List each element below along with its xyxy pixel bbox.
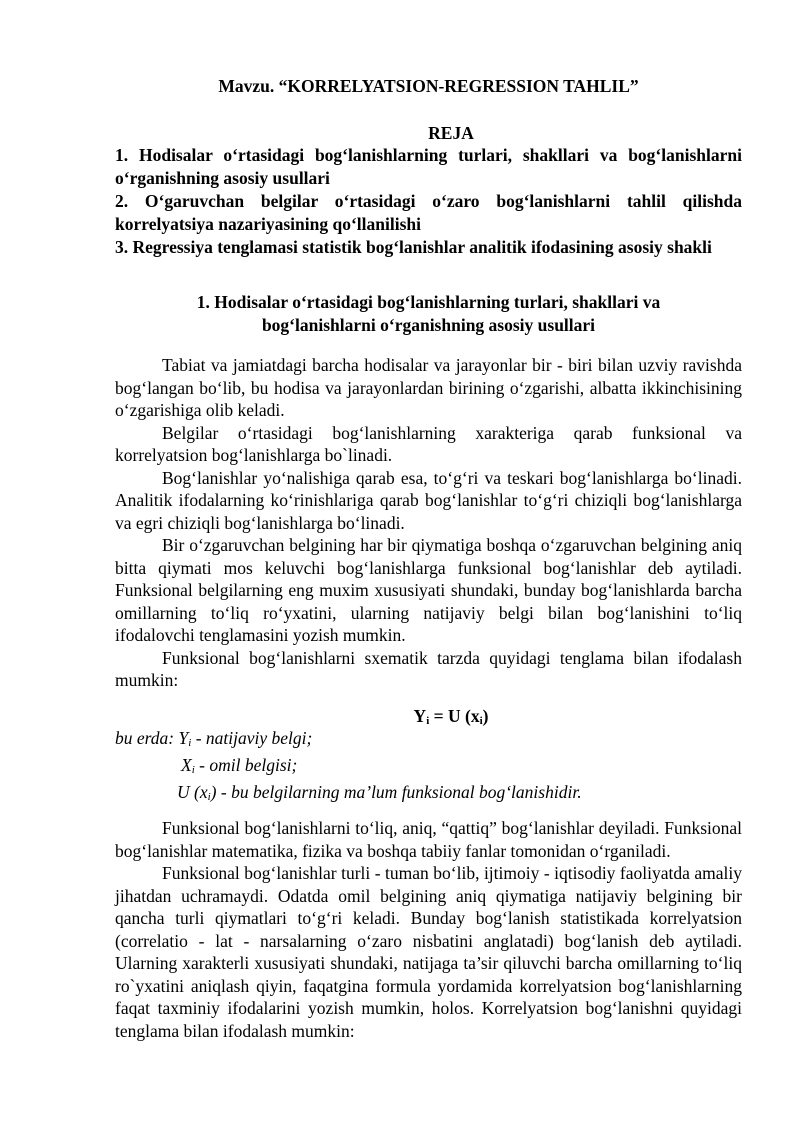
definition-line: U $(x_i)$ - bu belgilarning ma’lum funksional bog‘lanishidir.	[177, 782, 582, 803]
section-heading-line: bog‘lanishlarni o‘rganishning asosiy usullari	[261, 315, 596, 335]
formula-y-subscript: i	[426, 715, 430, 727]
paragraph: Funksional bog‘lanishlar turli - tuman bo‘lib, ijtimoiy - iqtisodiy faoliyatda amaliy jihatdan uchramaydi. Odatda omil belgining aniq qiymatiga natijaviy belgining bir qancha turli qiymatlari to‘g‘ri keladi. Bunday bog‘lanish statistikada korrelyatsion (correlatio - lat - narsalarning o‘zaro nisbatini anglatadi) bog‘lanish deb aytiladi. Ularning xarakterli xususiyati shundaki, natijaga ta’sir qiluvchi barcha omillarning to‘liq ro`yxatini aniqlash qiyin, faqatgina formula yordamida korrelyatsion bog‘lanishlarning faqat taxminiy ifodalarini yozish mumkin, holos. Korrelyatsion bog‘lanishni quyidagi tenglama bilan ifodalash mumkin:	[115, 863, 742, 1041]
formula-equals: = U (x	[429, 706, 480, 726]
plan-item: 2. O‘garuvchan belgilar o‘rtasidagi o‘zaro bog‘lanishlarni tahlil qilishda korrelyatsiya nazariyasining qo‘llanilishi	[115, 191, 742, 234]
paragraph: Bog‘lanishlar yo‘nalishiga qarab esa, to‘g‘ri va teskari bog‘lanishlarga bo‘linadi. Analitik ifodalarning ko‘rinishlariga qarab bog‘lanishlar to‘g‘ri chiziqli bog‘lanishlarga va egri chiziqli bog‘lanishlarga bo‘linadi.	[115, 467, 742, 533]
formula-definitions	[115, 727, 742, 808]
plan-item: 1. Hodisalar o‘rtasidagi bog‘lanishlarning turlari, shakllari va bog‘lanishlarni o‘rganishning asosiy usullari	[115, 145, 742, 188]
document-title: Mavzu. “KORRELYATSION-REGRESSION TAHLIL”	[218, 76, 639, 96]
paragraph: Tabiat va jamiatdagi barcha hodisalar va jarayonlar bir - biri bilan uzviy ravishda bog‘langan bo‘lib, bu hodisa va jarayonlardan birining o‘zgarishi, albatta ikkinchisining o‘zgarishiga olib keladi.	[115, 355, 742, 420]
plan-heading: REJA	[428, 123, 474, 143]
section-heading-line: 1. Hodisalar o‘rtasidagi bog‘lanishlarning turlari, shakllari va	[196, 292, 661, 312]
formula-y: Y	[413, 706, 427, 726]
plan-item: 3. Regressiya tenglamasi statistik bog‘lanishlar analitik ifodasining asosiy shakli	[115, 237, 712, 257]
paragraph: Bir o‘zgaruvchan belgining har bir qiymatiga boshqa o‘zgaruvchan belgining aniq bitta qiymati mos keluvchi bog‘lanishlarga funksional bog‘lanishlar deb aytiladi. Funksional belgilarning eng muxim xususiyati shundaki, bunday bog‘lanishlarda barcha omillarning to‘liq ro‘yxatini, ularning natijaviy belgi bilan bog‘lanishini to‘liq ifodalovchi tenglamasini yozish mumkin.	[115, 535, 742, 645]
paragraph: Funksional bog‘lanishlarni sxematik tarzda quyidagi tenglama bilan ifodalash mumkin:	[115, 647, 742, 690]
definition-line: bu erda: $Y_i$ - natijaviy belgi;	[115, 728, 313, 749]
plan-list	[115, 144, 742, 259]
definition-line: $X_i$ - omil belgisi;	[181, 755, 298, 776]
section-heading	[115, 291, 742, 337]
formula-close: )	[482, 706, 489, 726]
body-text-1	[115, 354, 742, 692]
formula-x-subscript: i	[479, 715, 483, 727]
paragraph: Funksional bog‘lanishlarni to‘liq, aniq, “qattiq” bog‘lanishlar deyiladi. Funksional bog‘lanishlar matematika, fizika va boshqa tabiiy fanlar tomonidan o‘rganiladi.	[115, 818, 742, 861]
body-text-2	[115, 817, 742, 1042]
paragraph: Belgilar o‘rtasidagi bog‘lanishlarning xarakteriga qarab funksional va korrelyatsion bog‘lanishlarga bo`linadi.	[115, 422, 742, 465]
